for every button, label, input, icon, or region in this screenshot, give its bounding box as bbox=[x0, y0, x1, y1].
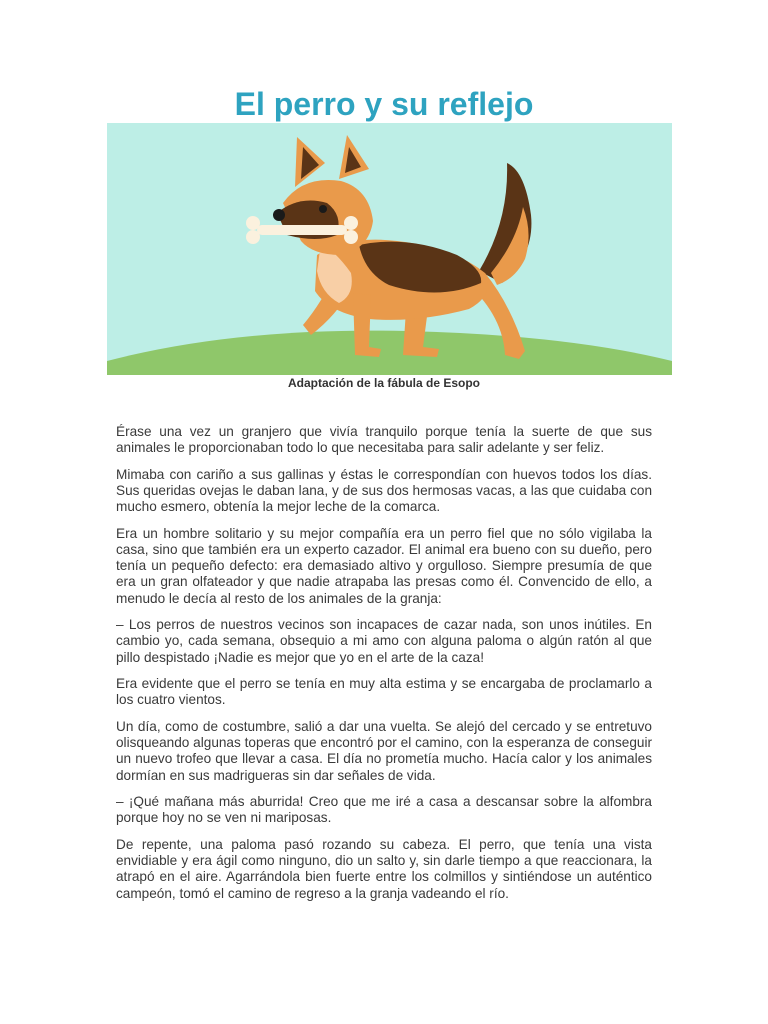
dog-illustration bbox=[107, 123, 672, 375]
paragraph: Era evidente que el perro se tenía en muy alta estima y se encargaba de proclamarlo a los cuatro vientos. bbox=[116, 676, 652, 708]
paragraph: Un día, como de costumbre, salió a dar una vuelta. Se alejó del cercado y se entretuvo olisqueando algunas toperas que encontró por el camino, con la esperanza de conseguir un nuevo trofeo que llevar a casa. El día no prometía mucho. Hacía calor y los animales dormían en sus madrigueras sin dar señales de vida. bbox=[116, 719, 652, 783]
paragraph: Mimaba con cariño a sus gallinas y éstas le correspondían con huevos todos los días. Sus queridas ovejas le daban lana, y de sus dos hermosas vacas, a las que cuidaba con mucho esmero, obtenía la mejor leche de la comarca. bbox=[116, 466, 652, 515]
paragraph: De repente, una paloma pasó rozando su cabeza. El perro, que tenía una vista envidiable y era ágil como ninguno, dio un salto y, sin darle tiempo a que reaccionara, la atrapó en el aire. Agarrándola bien fuerte entre los colmillos y sintiéndose un auténtico campeón, tomó el camino de regreso a la granja vadeando el río. bbox=[116, 837, 652, 901]
image-caption: Adaptación de la fábula de Esopo bbox=[287, 376, 481, 390]
dog-eye bbox=[319, 205, 327, 213]
paragraph: Érase una vez un granjero que vivía tranquilo porque tenía la suerte de que sus animales le proporcionaban todo lo que necesitaba para salir adelante y ser feliz. bbox=[116, 424, 652, 456]
paragraph: – Los perros de nuestros vecinos son incapaces de cazar nada, son unos inútiles. En cambio yo, cada semana, obsequio a mi amo con alguna paloma o algún ratón al que pillo despistado ¡Nadie es mejor que yo en el arte de la caza! bbox=[116, 617, 652, 665]
dog-nose bbox=[273, 209, 285, 221]
page-title: El perro y su reflejo bbox=[234, 86, 534, 122]
paragraph: Era un hombre solitario y su mejor compañía era un perro fiel que no sólo vigilaba la casa, sino que también era un experto cazador. El animal era bueno con su dueño, pero tenía un pequeño defecto: era demasiado altivo y orgulloso. Siempre presumía de que era un gran olfateador y que nadie atrapaba las presas como él. Convencido de ello, a menudo le decía al resto de los animales de la granja: bbox=[116, 525, 652, 606]
story-text bbox=[116, 424, 652, 912]
paragraph: – ¡Qué mañana más aburrida! Creo que me iré a casa a descansar sobre la alfombra porque hoy no se ven ni mariposas. bbox=[116, 794, 652, 826]
